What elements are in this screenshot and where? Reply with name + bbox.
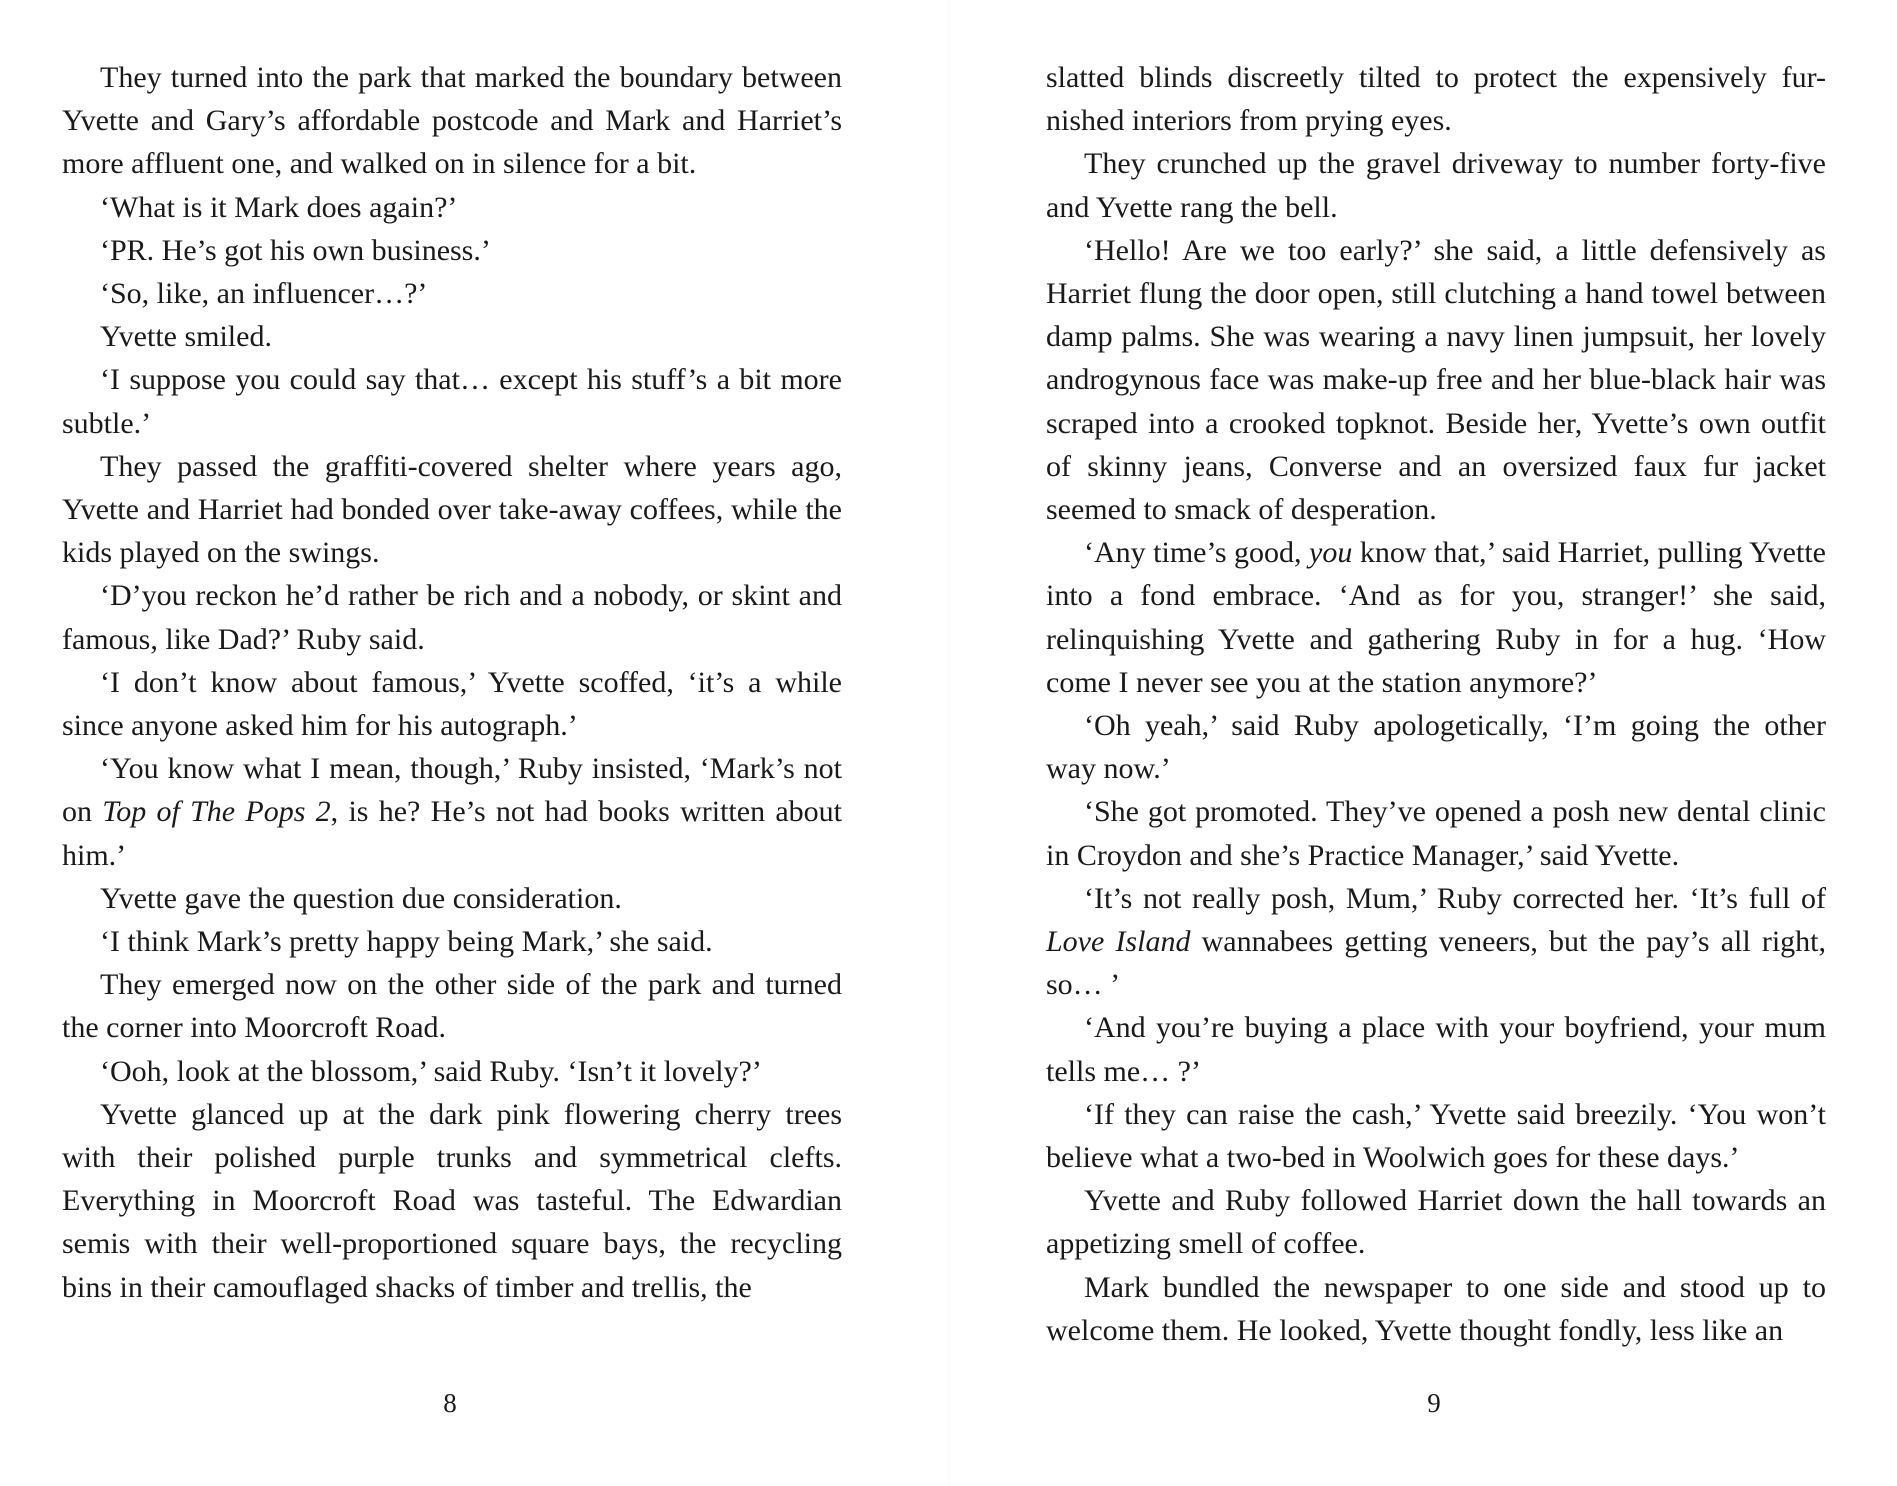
paragraph: Yvette smiled. — [100, 320, 272, 354]
paragraph: Yvette and Ruby followed Harriet down the hall towards an appetizing smell of coffee. — [1046, 1184, 1826, 1261]
paragraph-continuation: slatted blinds discreetly tilted to protect the expensively fur-nished interiors from prying eyes. — [1046, 61, 1826, 138]
right-page-text — [1046, 56, 1826, 1352]
paragraph: ‘If they can raise the cash,’ Yvette said breezily. ‘You won’t believe what a two-bed in Woolwich goes for these days.’ — [1046, 1097, 1826, 1175]
page-number-right: 9 — [1427, 1388, 1441, 1418]
italic-title: Top of The Pops 2 — [102, 795, 331, 829]
paragraph — [1046, 877, 1826, 1007]
paragraph: ‘I suppose you could say that… except his stuff’s a bit more subtle.’ — [62, 363, 842, 440]
paragraph: Mark bundled the newspaper to one side and stood up to welcome them. He looked, Yvette thought fondly, less like an — [1046, 1270, 1826, 1347]
paragraph: They crunched up the gravel driveway to number forty-five and Yvette rang the bell. — [1046, 147, 1826, 224]
paragraph — [62, 747, 842, 877]
text-span: ‘Any time’s good, — [1084, 536, 1310, 570]
text-span: wannabees getting veneers, but the pay’s all right, so… ’ — [1046, 925, 1826, 1002]
gutter-shadow — [948, 0, 950, 1486]
paragraph: They turned into the park that marked the boundary between Yvette and Gary’s affordable postcode and Mark and Harriet’s more affluent one, and walked on in silence for a bit. — [62, 61, 842, 181]
paragraph: ‘So, like, an influencer…?’ — [100, 277, 428, 311]
left-page-text — [62, 56, 842, 1309]
paragraph: ‘And you’re buying a place with your boyfriend, your mum tells me… ?’ — [1046, 1011, 1826, 1088]
text-span: ‘It’s not really posh, Mum,’ Ruby corrected her. ‘It’s full of — [1084, 881, 1826, 915]
paragraph: ‘Ooh, look at the blossom,’ said Ruby. ‘Isn’t it lovely?’ — [100, 1054, 762, 1088]
text-span: know that,’ said Harriet, pulling Yvette into a fond embrace. ‘And as for you, stranger!’ she said, relinquishing Yvette and gathering Ruby in for a hug. ‘How come I never see you at the station anymore?’ — [1046, 536, 1826, 699]
italic-word: you — [1309, 536, 1353, 570]
paragraph: Yvette gave the question due consideration. — [100, 881, 622, 915]
paragraph: ‘Hello! Are we too early?’ she said, a little defensively as Harriet flung the door open, still clutching a hand towel between damp palms. She was wearing a navy linen jumpsuit, her lovely androgynous face was make-up free and her blue-black hair was scraped into a crooked topknot. Beside her, Yvette’s own outfit of skinny jeans, Converse and an oversized faux fur jacket seemed to smack of desperation. — [1046, 233, 1826, 527]
paragraph: ‘I think Mark’s pretty happy being Mark,’ she said. — [100, 925, 713, 959]
paragraph: ‘She got promoted. They’ve opened a posh new dental clinic in Croydon and she’s Practice Manager,’ said Yvette. — [1046, 795, 1826, 872]
paragraph: Yvette glanced up at the dark pink flowering cherry trees with their polished purple trunks and symmetrical clefts. Everything in Moorcroft Road was tasteful. The Edwardian semis with their well-proportioned square bays, the recycling bins in their camouflaged shacks of timber and trellis, the — [62, 1097, 842, 1304]
page-number-left: 8 — [443, 1388, 457, 1418]
italic-title: Love Island — [1046, 925, 1191, 959]
text-span: , is he? He’s not had books written about him.’ — [62, 795, 842, 872]
paragraph — [1046, 531, 1826, 704]
paragraph: ‘D’you reckon he’d rather be rich and a nobody, or skint and famous, like Dad?’ Ruby said. — [62, 579, 842, 656]
paragraph: ‘What is it Mark does again?’ — [100, 190, 458, 224]
paragraph: ‘PR. He’s got his own business.’ — [100, 233, 491, 267]
paragraph: They passed the graffiti-covered shelter where years ago, Yvette and Harriet had bonded over take-away coffees, while the kids played on the swings. — [62, 449, 842, 570]
paragraph: ‘I don’t know about famous,’ Yvette scoffed, ‘it’s a while since anyone asked him for his autograph.’ — [62, 665, 842, 743]
paragraph: They emerged now on the other side of the park and turned the corner into Moorcroft Road. — [62, 968, 842, 1045]
text-span: ‘You know what I mean, though,’ Ruby insisted, ‘Mark’s not on — [62, 752, 842, 829]
paragraph: ‘Oh yeah,’ said Ruby apologetically, ‘I’m going the other way now.’ — [1046, 709, 1826, 786]
